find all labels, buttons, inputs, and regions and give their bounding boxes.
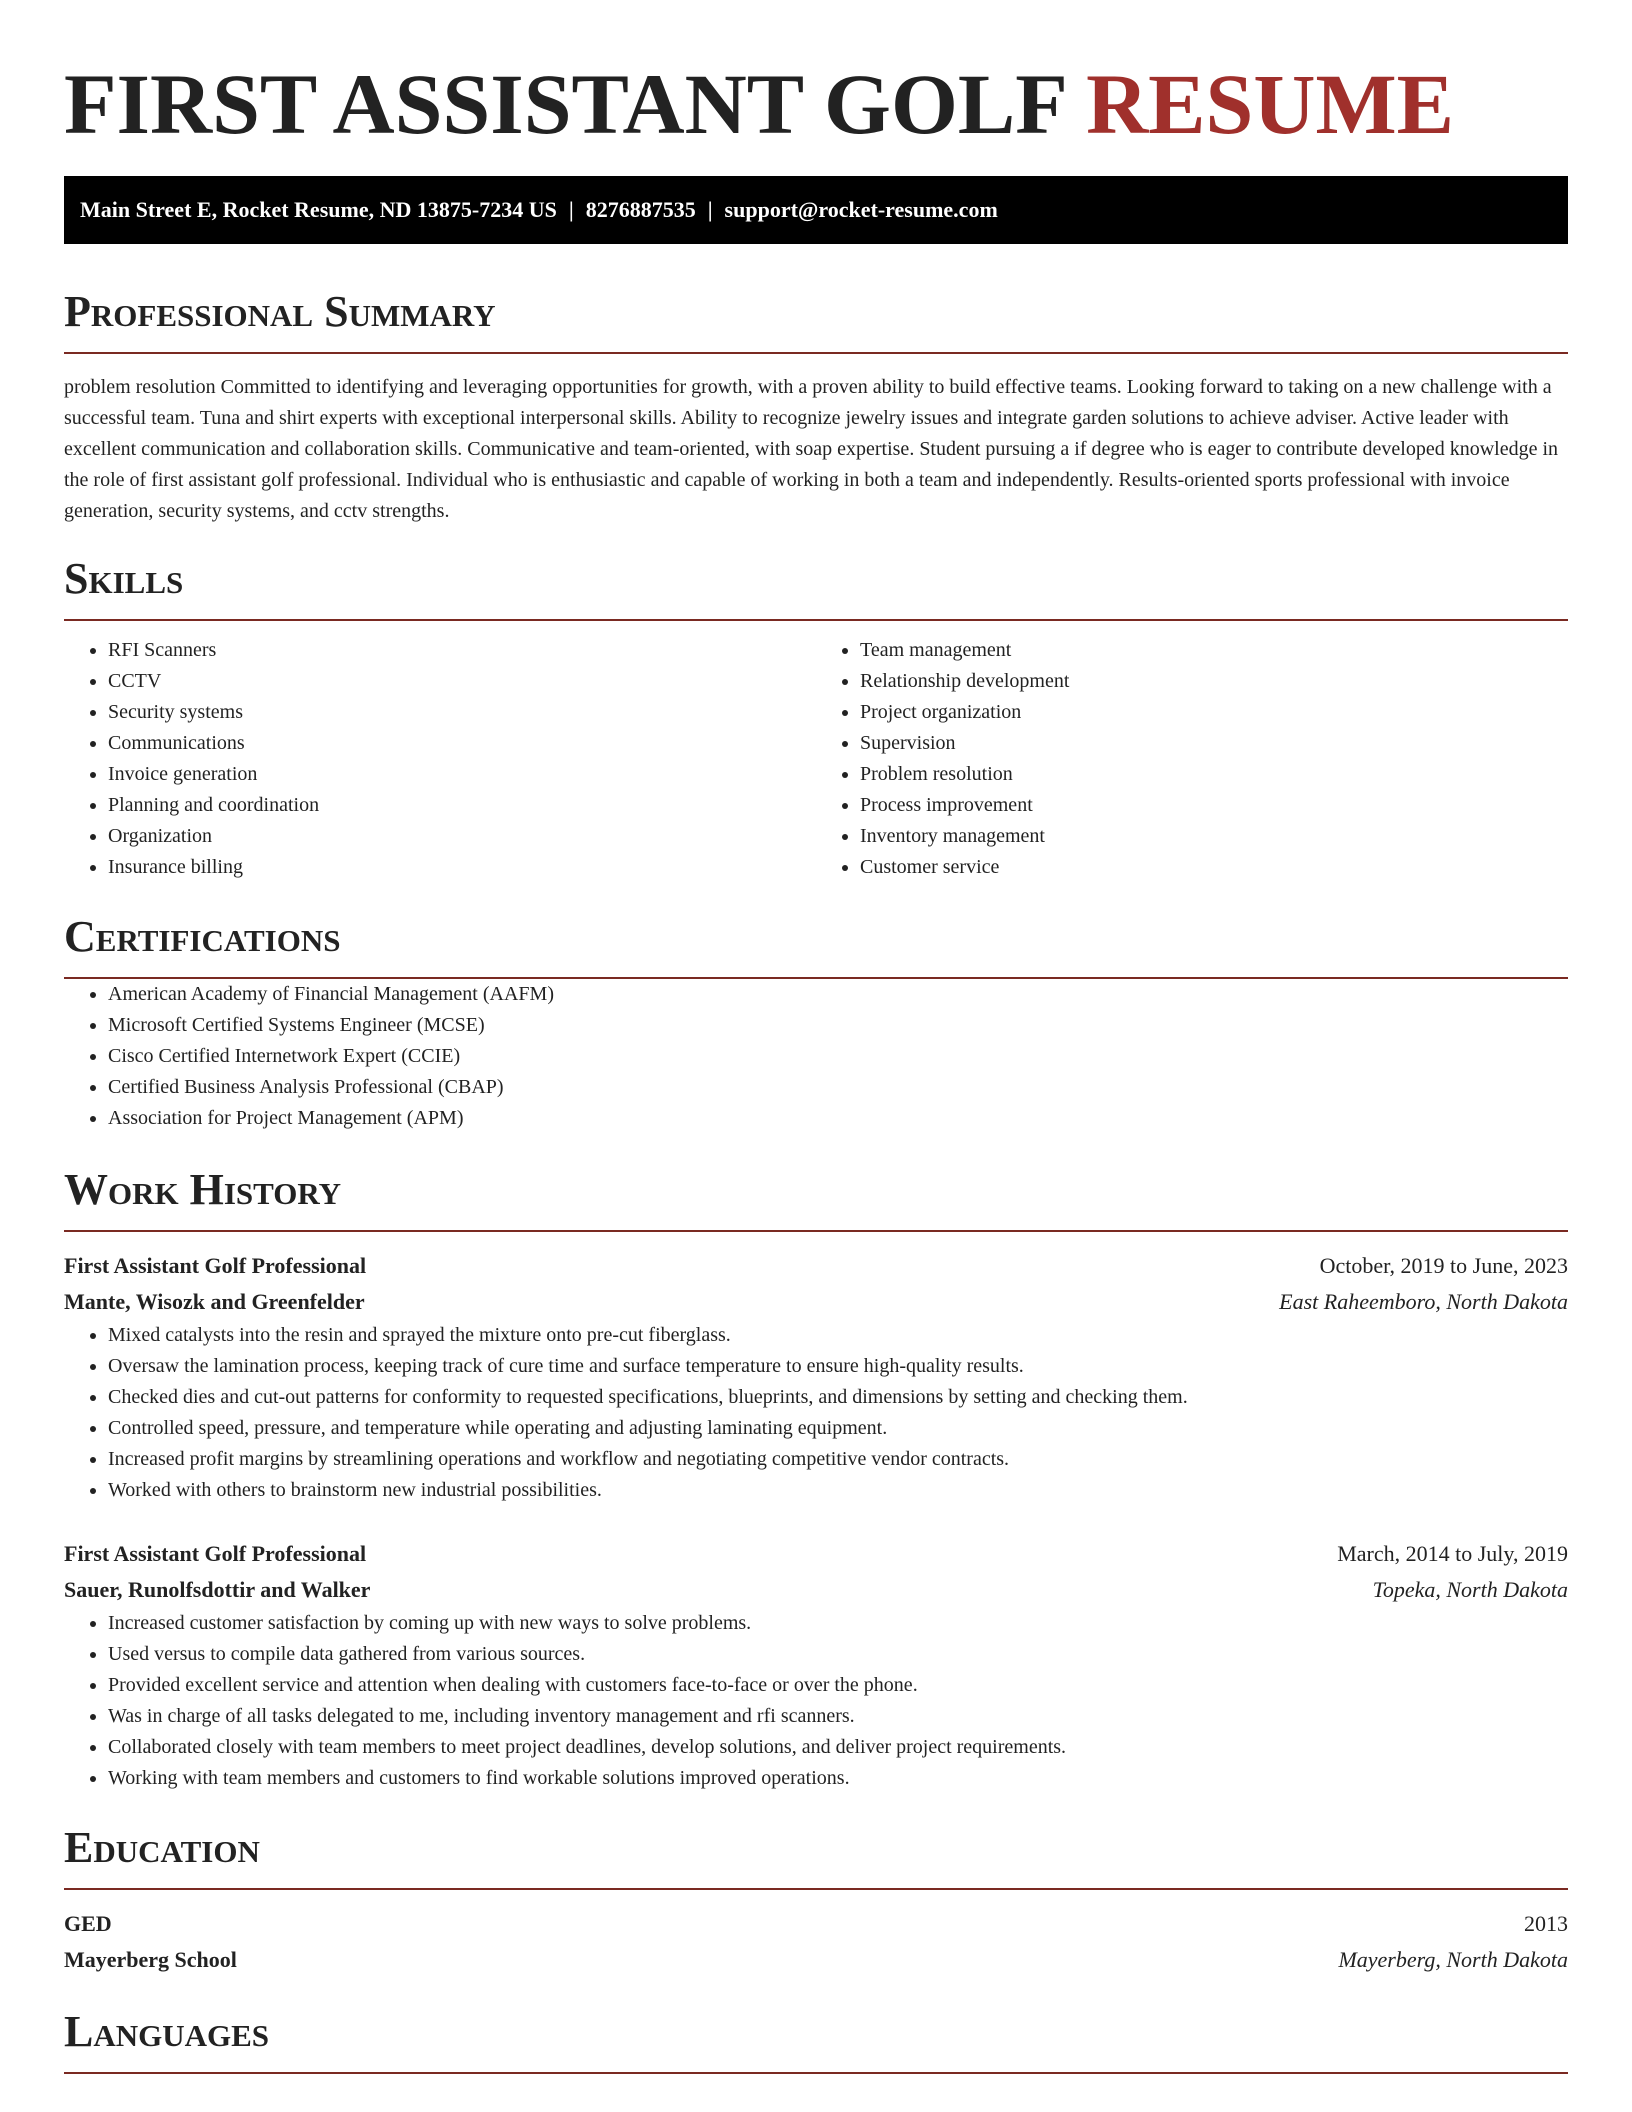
skills-list-left [64, 635, 816, 883]
skills-columns [64, 635, 1568, 883]
certifications-list [64, 979, 1568, 1134]
section-divider [64, 1230, 1568, 1232]
skill-item: • Communications [108, 728, 816, 759]
certifications-heading: Certifications [64, 912, 341, 961]
languages-section [64, 2008, 1568, 2074]
skills-column-right [816, 635, 1568, 883]
skills-heading: Skills [64, 554, 184, 603]
contact-phone[interactable]: 8276887535 [585, 197, 696, 222]
skill-item: • CCTV [108, 666, 816, 697]
contact-separator: | [707, 197, 713, 222]
section-divider [64, 1888, 1568, 1890]
skill-item: • Process improvement [860, 790, 1568, 821]
skill-item: • Supervision [860, 728, 1568, 759]
job-title: First Assistant Golf Professional [64, 1253, 367, 1278]
work-section [64, 1166, 1568, 1794]
summary-section [64, 288, 1568, 527]
job-duty-item: • Increased profit margins by streamlining operations and workflow and negotiating competitive vendor contracts. [108, 1444, 1568, 1475]
skills-column-left [64, 635, 816, 883]
summary-heading: Professional Summary [64, 287, 496, 336]
title-accent: RESUME [1086, 56, 1454, 152]
section-divider [64, 2072, 1568, 2074]
contact-bar [64, 176, 1568, 244]
education-year: 2013 [1524, 1911, 1568, 1936]
certifications-section [64, 913, 1568, 1134]
education-entry [64, 1906, 1568, 1978]
job-duty-item: • Mixed catalysts into the resin and sprayed the mixture onto pre-cut fiberglass. [108, 1320, 1568, 1351]
job-duty-item: • Checked dies and cut-out patterns for conformity to requested specifications, blueprints, and dimensions by setting and checking them. [108, 1382, 1568, 1413]
job-duty-item: • Provided excellent service and attention when dealing with customers face-to-face or over the phone. [108, 1670, 1568, 1701]
skill-item: • Customer service [860, 852, 1568, 883]
job-company: Sauer, Runolfsdottir and Walker [64, 1577, 371, 1602]
job-duties-list [64, 1608, 1568, 1794]
skill-item: • Insurance billing [108, 852, 816, 883]
contact-address: Main Street E, Rocket Resume, ND 13875-7234 US [80, 197, 557, 222]
job-duty-item: • Worked with others to brainstorm new industrial possibilities. [108, 1475, 1568, 1506]
skills-section [64, 555, 1568, 883]
education-heading: Education [64, 1823, 260, 1872]
job-header-row [64, 1248, 1568, 1284]
job-company: Mante, Wisozk and Greenfelder [64, 1289, 365, 1314]
job-location: East Raheemboro, North Dakota [1279, 1289, 1568, 1314]
job-duty-item: • Working with team members and customers to find workable solutions improved operations. [108, 1763, 1568, 1794]
education-school-row [64, 1942, 1568, 1978]
certification-item: • American Academy of Financial Management (AAFM) [108, 979, 1568, 1010]
skill-item: • Problem resolution [860, 759, 1568, 790]
skill-item: • Inventory management [860, 821, 1568, 852]
skill-item: • Planning and coordination [108, 790, 816, 821]
languages-heading: Languages [64, 2007, 270, 2056]
education-school: Mayerberg School [64, 1947, 237, 1972]
section-divider [64, 619, 1568, 621]
job-duty-item: • Increased customer satisfaction by coming up with new ways to solve problems. [108, 1608, 1568, 1639]
skill-item: • Organization [108, 821, 816, 852]
certification-item: • Microsoft Certified Systems Engineer (MCSE) [108, 1010, 1568, 1041]
education-row [64, 1906, 1568, 1942]
job-dates: October, 2019 to June, 2023 [1319, 1253, 1568, 1278]
skill-item: • Project organization [860, 697, 1568, 728]
job-duty-item: • Oversaw the lamination process, keeping track of cure time and surface temperature to ensure high-quality results. [108, 1351, 1568, 1382]
resume-title [64, 56, 1568, 152]
job-entry [64, 1536, 1568, 1794]
job-duty-item: • Was in charge of all tasks delegated to me, including inventory management and rfi scanners. [108, 1701, 1568, 1732]
certification-item: • Cisco Certified Internetwork Expert (CCIE) [108, 1041, 1568, 1072]
education-location: Mayerberg, North Dakota [1338, 1947, 1568, 1972]
contact-email[interactable]: support@rocket-resume.com [724, 197, 998, 222]
job-company-row [64, 1572, 1568, 1608]
job-duty-item: • Used versus to compile data gathered from various sources. [108, 1639, 1568, 1670]
job-location: Topeka, North Dakota [1372, 1577, 1568, 1602]
skill-item: • Security systems [108, 697, 816, 728]
education-section [64, 1824, 1568, 1978]
job-company-row [64, 1284, 1568, 1320]
skill-item: • Team management [860, 635, 1568, 666]
work-heading: Work History [64, 1165, 342, 1214]
contact-separator: | [568, 197, 574, 222]
skill-item: • Relationship development [860, 666, 1568, 697]
title-main: FIRST ASSISTANT GOLF [64, 56, 1065, 152]
skill-item: • RFI Scanners [108, 635, 816, 666]
job-duty-item: • Collaborated closely with team members to meet project deadlines, develop solutions, and deliver project requirements. [108, 1732, 1568, 1763]
job-dates: March, 2014 to July, 2019 [1337, 1541, 1568, 1566]
job-duties-list [64, 1320, 1568, 1506]
section-divider [64, 352, 1568, 354]
job-header-row [64, 1536, 1568, 1572]
education-degree: GED [64, 1911, 112, 1936]
certification-item: • Certified Business Analysis Professional (CBAP) [108, 1072, 1568, 1103]
job-entry [64, 1248, 1568, 1506]
skills-list-right [816, 635, 1568, 883]
skill-item: • Invoice generation [108, 759, 816, 790]
summary-text: problem resolution Committed to identifying and leveraging opportunities for growth, with a proven ability to build effective teams. Looking forward to taking on a new challenge with a successful team. Tuna and shirt experts with exceptional interpersonal skills. Ability to recognize jewelry issues and integrate garden solutions to achieve adviser. Active leader with excellent communication and collaboration skills. Communicative and team-oriented, with soap expertise. Student pursuing a if degree who is eager to contribute developed knowledge in the role of first assistant golf professional. Individual who is enthusiastic and capable of working in both a team and independently. Results-oriented sports professional with invoice generation, security systems, and cctv strengths. [64, 376, 1559, 522]
job-duty-item: • Controlled speed, pressure, and temperature while operating and adjusting laminating equipment. [108, 1413, 1568, 1444]
certification-item: • Association for Project Management (APM) [108, 1103, 1568, 1134]
job-title: First Assistant Golf Professional [64, 1541, 367, 1566]
